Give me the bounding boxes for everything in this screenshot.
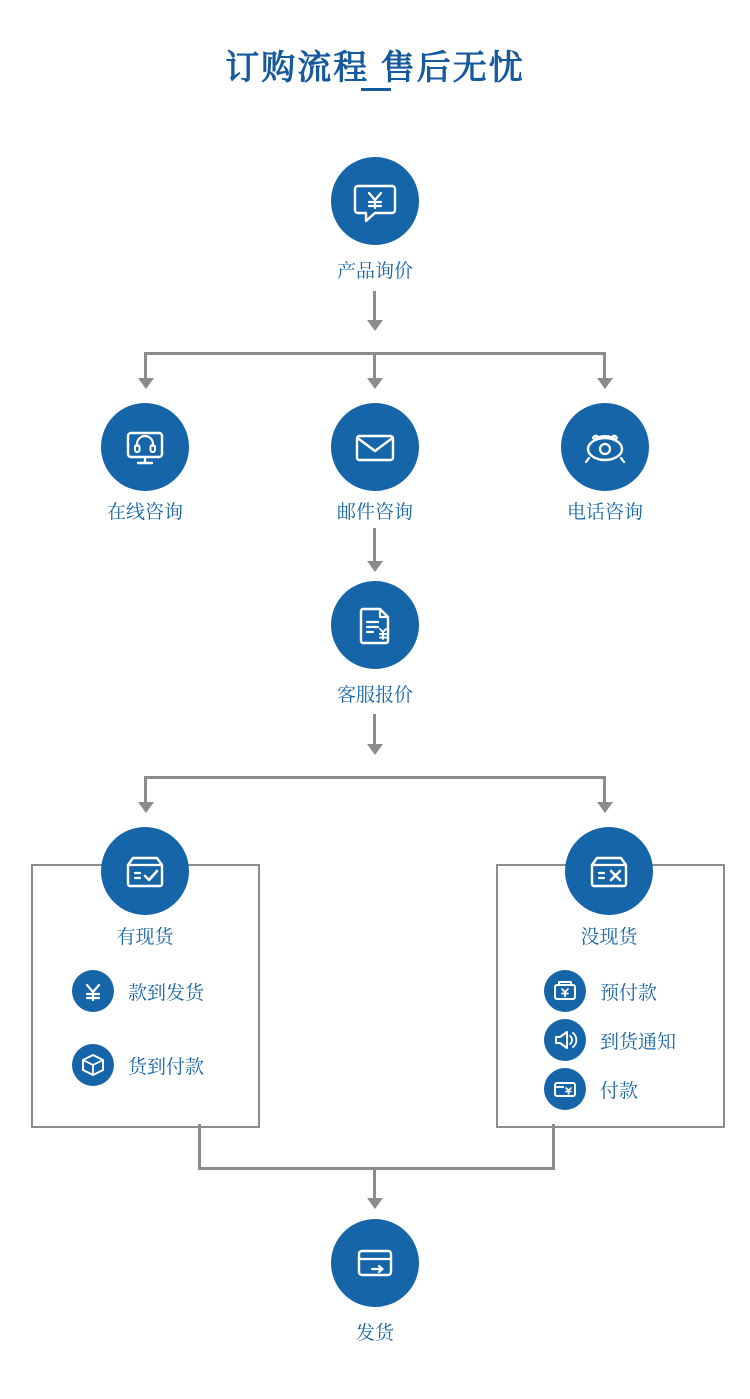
node-email-consult-label: 邮件咨询 <box>336 502 413 523</box>
node-phone-consult-label: 电话咨询 <box>566 502 643 523</box>
node-quote-label: 客服报价 <box>336 685 413 706</box>
telephone-icon <box>580 422 630 472</box>
envelope-icon <box>350 422 400 472</box>
arrow-in-stock <box>138 802 154 813</box>
out-stock-option-0-label: 预付款 <box>600 982 658 1004</box>
document-yen-icon <box>350 600 400 650</box>
connector-stock-right <box>603 776 606 804</box>
node-out-stock-label: 没现货 <box>580 927 638 948</box>
arrow-online <box>138 378 154 389</box>
node-inquiry-label: 产品询价 <box>336 261 413 282</box>
connector-merge-down <box>373 1167 376 1200</box>
node-out-stock[interactable] <box>565 827 653 915</box>
chat-yen-icon <box>350 176 400 226</box>
connector-stock-left <box>144 776 147 804</box>
connector-inquiry-down <box>373 291 376 322</box>
wallet-yen-icon <box>544 970 586 1012</box>
connector-out-stock-merge <box>552 1124 555 1169</box>
node-online-consult-label: 在线咨询 <box>106 502 183 523</box>
arrow-quote-down <box>367 744 383 755</box>
connector-in-stock-merge <box>198 1124 201 1169</box>
arrow-quote <box>367 561 383 572</box>
node-ship-label: 发货 <box>355 1323 394 1344</box>
out-stock-option-1-label: 到货通知 <box>600 1031 677 1053</box>
arrow-inquiry-down <box>367 320 383 331</box>
connector-consult-quote <box>373 528 376 563</box>
arrow-email <box>367 378 383 389</box>
out-stock-option-1[interactable] <box>544 1019 676 1061</box>
in-stock-option-1-label: 货到付款 <box>128 1056 205 1078</box>
node-in-stock[interactable] <box>101 827 189 915</box>
box-check-icon <box>120 846 170 896</box>
node-in-stock-label: 有现货 <box>116 927 174 948</box>
node-email-consult[interactable] <box>331 403 419 491</box>
connector-split-mid <box>373 352 376 380</box>
arrow-out-stock <box>597 802 613 813</box>
in-stock-option-0-label: 款到发货 <box>128 982 205 1004</box>
out-stock-option-2-label: 付款 <box>600 1080 639 1102</box>
arrow-phone <box>597 378 613 389</box>
node-inquiry[interactable] <box>331 157 419 245</box>
out-stock-option-2[interactable] <box>544 1068 638 1110</box>
connector-split-left <box>144 352 147 380</box>
arrow-ship <box>367 1198 383 1209</box>
in-stock-option-0[interactable] <box>72 970 204 1012</box>
yen-icon <box>72 970 114 1012</box>
connector-quote-down <box>373 714 376 746</box>
node-online-consult[interactable] <box>101 403 189 491</box>
title-underline <box>361 88 391 91</box>
page-title: 订购流程 售后无忧 <box>225 49 525 87</box>
box-x-icon <box>584 846 634 896</box>
node-quote[interactable] <box>331 581 419 669</box>
parcel-arrow-icon <box>350 1238 400 1288</box>
card-yen-icon <box>544 1068 586 1110</box>
in-stock-option-1[interactable] <box>72 1044 204 1086</box>
out-stock-option-0[interactable] <box>544 970 657 1012</box>
connector-merge-bar <box>198 1167 555 1170</box>
package-icon <box>72 1044 114 1086</box>
headset-monitor-icon <box>120 422 170 472</box>
megaphone-icon <box>544 1019 586 1061</box>
connector-split-right <box>603 352 606 380</box>
node-phone-consult[interactable] <box>561 403 649 491</box>
connector-split-stock <box>144 776 606 779</box>
node-ship[interactable] <box>331 1219 419 1307</box>
